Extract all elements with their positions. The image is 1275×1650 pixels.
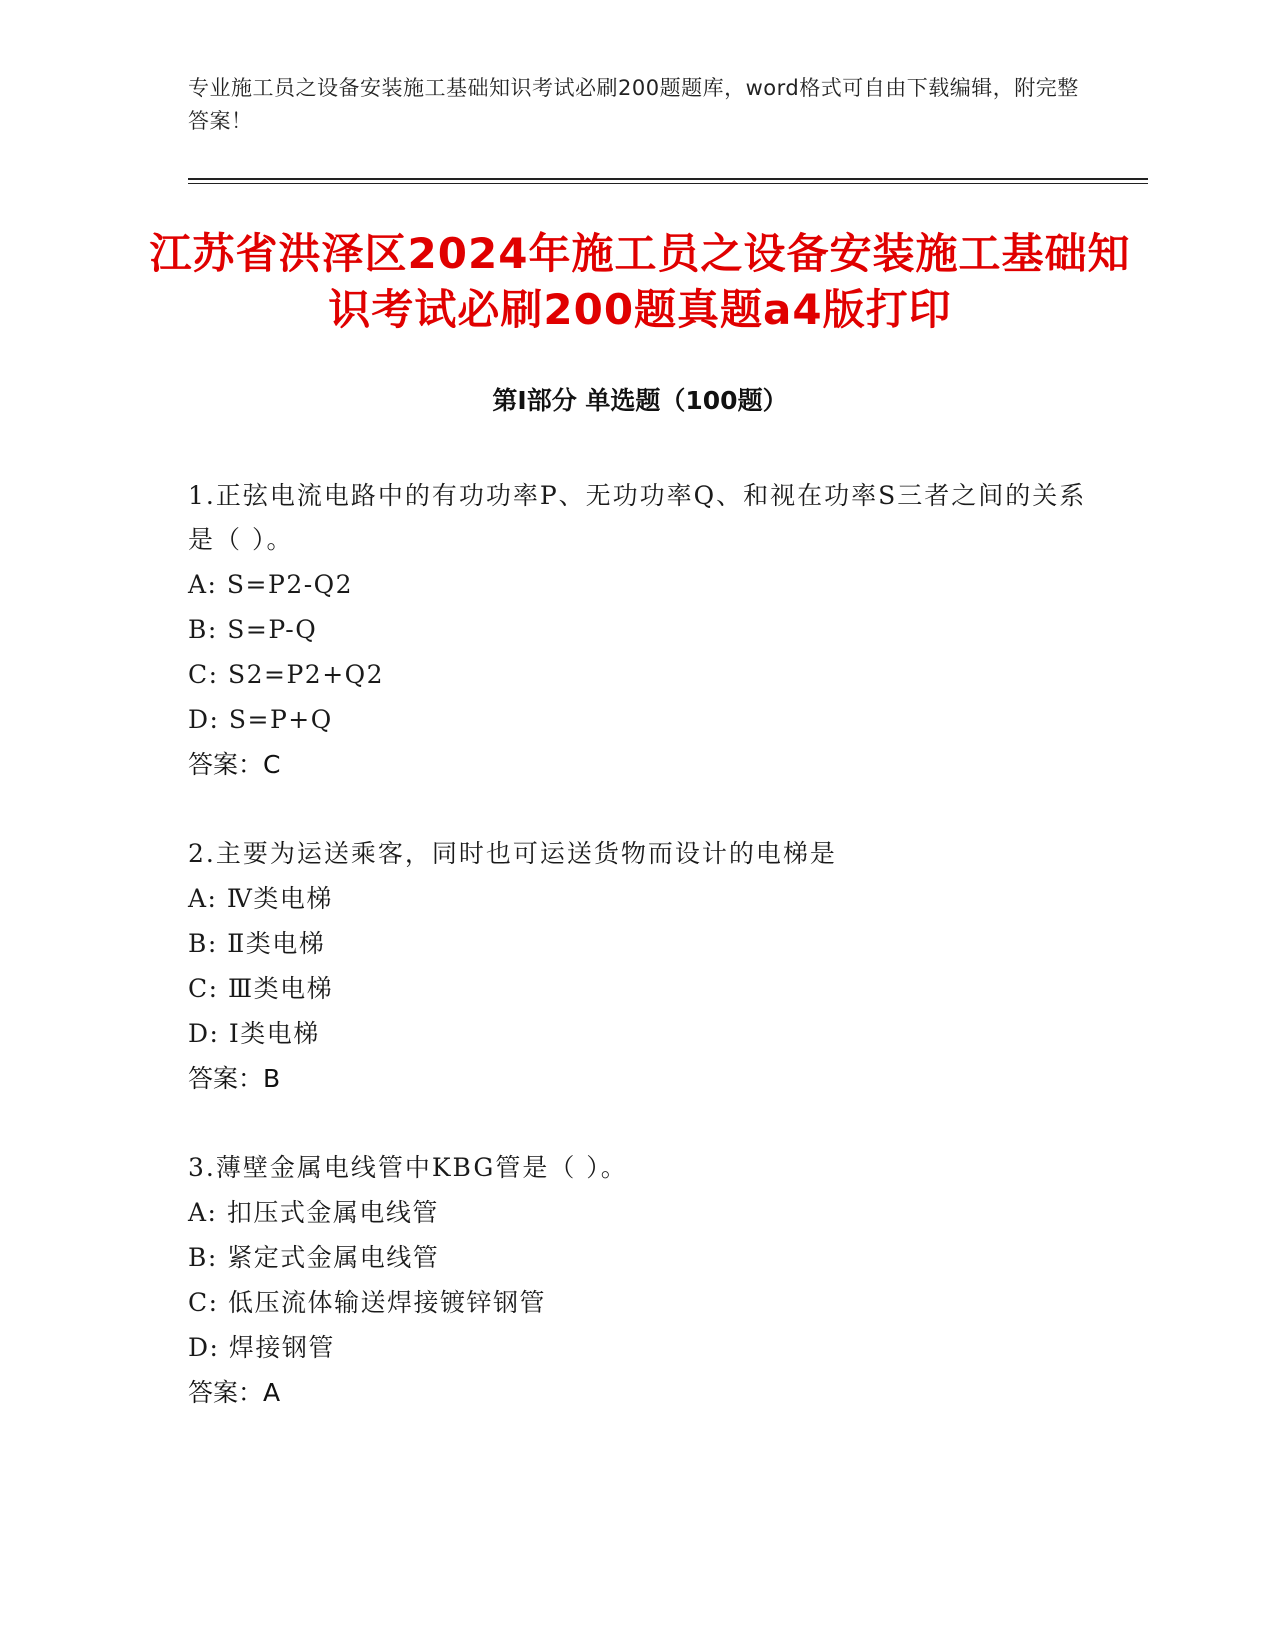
document-title: 江苏省洪泽区2024年施工员之设备安装施工基础知识考试必刷200题真题a4版打印 [149,229,1131,334]
question-2 [188,832,1088,1102]
answer: 答案：B [188,1064,281,1093]
answer: 答案：C [188,750,281,779]
header-rule-thin [188,183,1148,184]
option-a: A: 扣压式金属电线管 [188,1198,439,1227]
header-note: 专业施工员之设备安装施工基础知识考试必刷200题题库，word格式可自由下载编辑，附完整答案！ [188,76,1079,133]
option-c: C: 低压流体输送焊接镀锌钢管 [188,1288,546,1317]
option-d: D: Ⅰ类电梯 [188,1019,320,1048]
option-d: D: S=P+Q [188,705,333,734]
header-rule-thick [188,178,1148,180]
option-b: B: S=P-Q [188,615,318,644]
option-b: B: Ⅱ类电梯 [188,929,326,958]
question-stem: 3.薄壁金属电线管中KBG管是（ ）。 [188,1153,628,1182]
option-a: A: Ⅳ类电梯 [188,884,333,913]
section-title: 第Ⅰ部分 单选题（100题） [492,386,788,415]
option-d: D: 焊接钢管 [188,1333,335,1362]
question-stem: 1.正弦电流电路中的有功功率P、无功功率Q、和视在功率S三者之间的关系是（ ）。 [188,481,1087,554]
question-list [188,474,1088,1460]
option-a: A: S=P2-Q2 [188,570,354,599]
option-c: C: Ⅲ类电梯 [188,974,334,1003]
answer: 答案：A [188,1378,281,1407]
question-1 [188,474,1088,788]
option-b: B: 紧定式金属电线管 [188,1243,440,1272]
question-stem: 2.主要为运送乘客，同时也可运送货物而设计的电梯是 [188,839,837,868]
question-3 [188,1146,1088,1416]
option-c: C: S2=P2+Q2 [188,660,385,689]
